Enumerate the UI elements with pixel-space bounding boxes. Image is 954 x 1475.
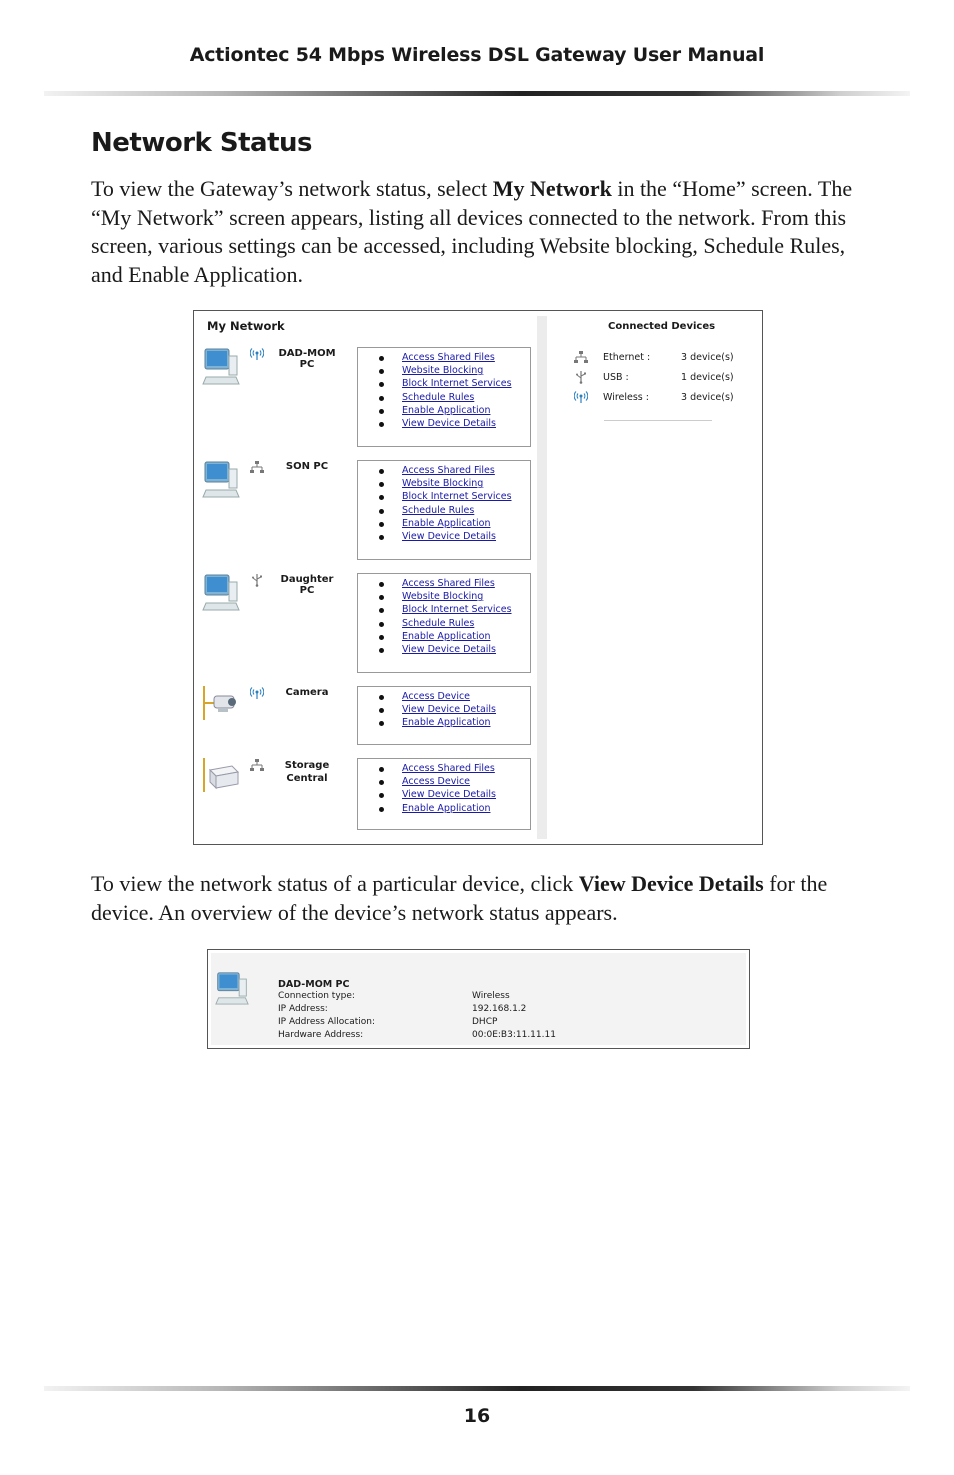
ethernet-icon (574, 350, 588, 364)
usb-icon (250, 573, 264, 587)
access-shared-files-link[interactable]: Access Shared Files (402, 465, 495, 476)
footer-rule (44, 1386, 910, 1391)
panel-divider (537, 316, 547, 839)
computer-icon (202, 347, 240, 385)
enable-application-link[interactable]: Enable Application (402, 717, 491, 729)
connected-devices-title: Connected Devices (608, 321, 716, 332)
view-device-details-link[interactable]: View Device Details (402, 704, 497, 716)
connected-count: 3 device(s) (681, 392, 734, 403)
device-name: Camera (285, 687, 329, 698)
intro-paragraph: To view the Gateway’s network status, select My Network in the “Home” screen. The “My Network” screen appears, listing all devices connected to the network. From this screen, various settings can be accessed, including Website blocking, Schedule Rules, and Enable Application. (91, 176, 853, 287)
camera-icon (202, 684, 240, 722)
details-paragraph: To view the network status of a particular device, click View Device Details for the device. An overview of the device’s network status appears. (91, 871, 828, 925)
usb-icon (574, 370, 588, 384)
connected-row-usb (574, 372, 744, 386)
device-links-box (357, 347, 531, 447)
device-details-panel: DAD-MOM PC Connection type: Wireless IP Address: 192.168.1.2 IP Address Allocation: DHCP Hardware Address: 00:0E:B3:11.11.11 (211, 953, 746, 1045)
my-network-title: My Network (207, 319, 285, 333)
view-device-details-link[interactable]: View Device Details (402, 417, 497, 429)
enable-application-link[interactable]: Enable Application (402, 404, 491, 416)
device-details-name: DAD-MOM PC (278, 979, 350, 990)
connected-count: 1 device(s) (681, 372, 734, 383)
website-blocking-link[interactable]: Website Blocking (402, 365, 484, 377)
device-name: DAD-MOM PC (278, 348, 336, 370)
access-shared-files-link[interactable]: Access Shared Files (402, 352, 495, 363)
wireless-icon (250, 686, 264, 700)
storage-icon (202, 756, 240, 794)
device-name: SON PC (285, 461, 329, 472)
website-blocking-link[interactable]: Website Blocking (402, 478, 484, 490)
header-rule (44, 91, 910, 96)
schedule-rules-link[interactable]: Schedule Rules (402, 391, 475, 403)
wireless-icon (574, 390, 588, 404)
block-internet-services-link[interactable]: Block Internet Services (402, 491, 512, 503)
access-shared-files-link[interactable]: Access Shared Files (402, 578, 495, 589)
section-heading: Network Status (91, 128, 312, 158)
connected-label: USB : (603, 372, 629, 383)
my-network-screenshot (193, 310, 763, 845)
enable-application-link[interactable]: Enable Application (402, 517, 491, 529)
schedule-rules-link[interactable]: Schedule Rules (402, 617, 475, 629)
ethernet-icon (250, 758, 264, 772)
connected-row-wireless (574, 392, 744, 406)
device-name: Storage Central (284, 760, 330, 784)
access-shared-files-link[interactable]: Access Shared Files (402, 763, 495, 774)
device-links-box (357, 758, 531, 830)
schedule-rules-link[interactable]: Schedule Rules (402, 504, 475, 516)
device-details-screenshot (207, 949, 750, 1049)
connected-row-ethernet (574, 352, 744, 366)
view-device-details-link[interactable]: View Device Details (402, 789, 497, 801)
device-links-box (357, 460, 531, 560)
page-number: 16 (463, 1405, 491, 1427)
connected-label: Ethernet : (603, 352, 651, 363)
website-blocking-link[interactable]: Website Blocking (402, 591, 484, 603)
connected-divider (604, 420, 712, 421)
computer-icon (202, 460, 240, 498)
access-device-link[interactable]: Access Device (402, 776, 471, 788)
device-links-box (357, 686, 531, 745)
block-internet-services-link[interactable]: Block Internet Services (402, 378, 512, 390)
view-device-details-link[interactable]: View Device Details (402, 530, 497, 542)
computer-icon (215, 971, 249, 1005)
connected-count: 3 device(s) (681, 352, 734, 363)
device-name: Daughter PC (280, 574, 334, 596)
view-device-details-link[interactable]: View Device Details (402, 643, 497, 655)
enable-application-link[interactable]: Enable Application (402, 630, 491, 642)
ethernet-icon (250, 460, 264, 474)
device-links-box (357, 573, 531, 673)
wireless-icon (250, 347, 264, 361)
block-internet-services-link[interactable]: Block Internet Services (402, 604, 512, 616)
manual-header-title: Actiontec 54 Mbps Wireless DSL Gateway User Manual (189, 44, 765, 66)
enable-application-link[interactable]: Enable Application (402, 802, 491, 814)
computer-icon (202, 573, 240, 611)
connected-label: Wireless : (603, 392, 649, 403)
access-device-link[interactable]: Access Device (402, 691, 471, 702)
